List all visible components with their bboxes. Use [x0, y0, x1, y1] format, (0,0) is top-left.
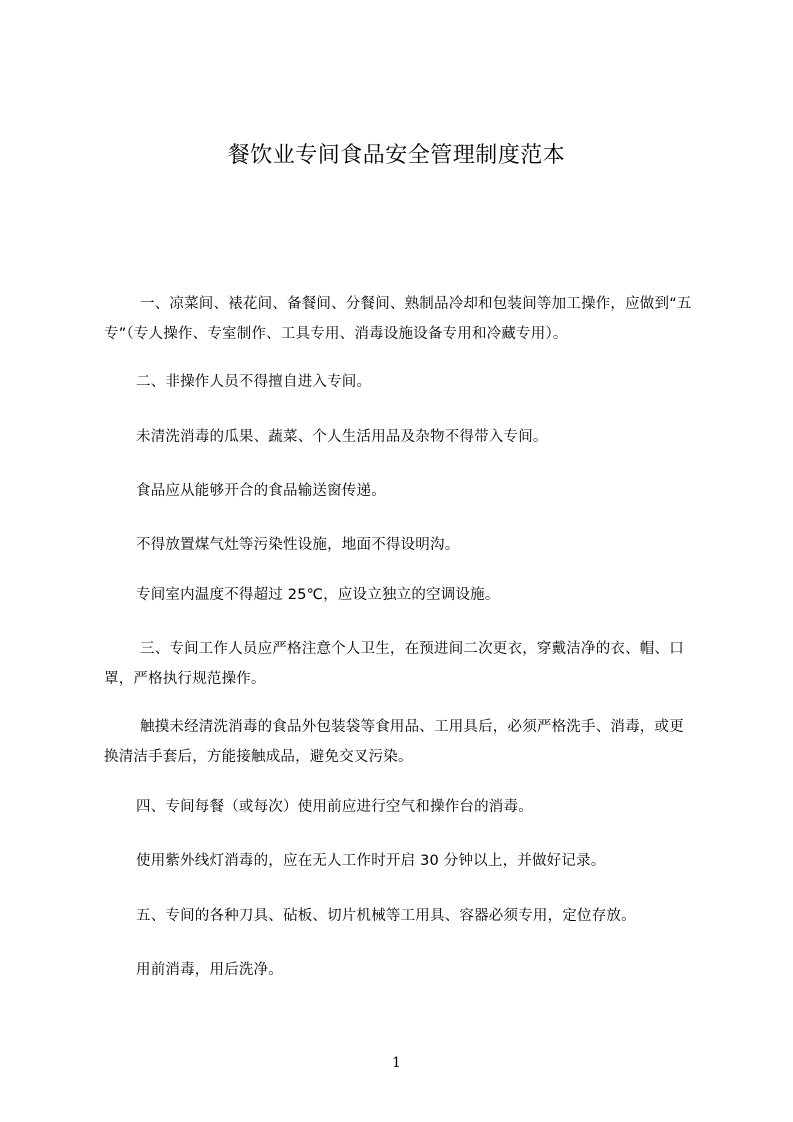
paragraph-10: 使用紫外线灯消毒的，应在无人工作时开启 30 分钟以上，并做好记录。 — [136, 853, 606, 869]
paragraph-11: 五、专间的各种刀具、砧板、切片机械等工用具、容器必须专用，定位存放。 — [136, 908, 636, 924]
paragraph-2: 二、非操作人员不得擅自进入专间。 — [136, 374, 372, 390]
paragraph-3: 未清洗消毒的瓜果、蔬菜、个人生活用品及杂物不得带入专间。 — [136, 429, 548, 445]
paragraph-12: 用前消毒，用后洗净。 — [136, 962, 283, 978]
paragraph-5: 不得放置煤气灶等污染性设施，地面不得设明沟。 — [136, 537, 460, 553]
paragraph-4: 食品应从能够开合的食品输送窗传递。 — [136, 483, 386, 499]
paragraph-1: 一、凉菜间、裱花间、备餐间、分餐间、熟制品冷却和包装间等加工操作，应做到“五专”（专人操作、专室制作、工具专用、消毒设施设备专用和冷藏专用）。 — [104, 296, 692, 342]
paragraph-7: 三、专间工作人员应严格注意个人卫生，在预进间二次更衣，穿戴洁净的衣、帽、口罩，严格执行规范操作。 — [104, 641, 684, 687]
paragraph-6: 专间室内温度不得超过 25℃，应设立独立的空调设施。 — [136, 587, 500, 603]
page-number: 1 — [392, 1055, 401, 1071]
document-title: 餐饮业专间食品安全管理制度范本 — [227, 143, 566, 168]
paragraph-9: 四、专间每餐（或每次）使用前应进行空气和操作台的消毒。 — [136, 799, 533, 815]
paragraph-8: 触摸未经清洗消毒的食品外包装袋等食用品、工用具后，必须严格洗手、消毒，或更换清洁手套后，方能接触成品，避免交叉污染。 — [104, 719, 684, 765]
